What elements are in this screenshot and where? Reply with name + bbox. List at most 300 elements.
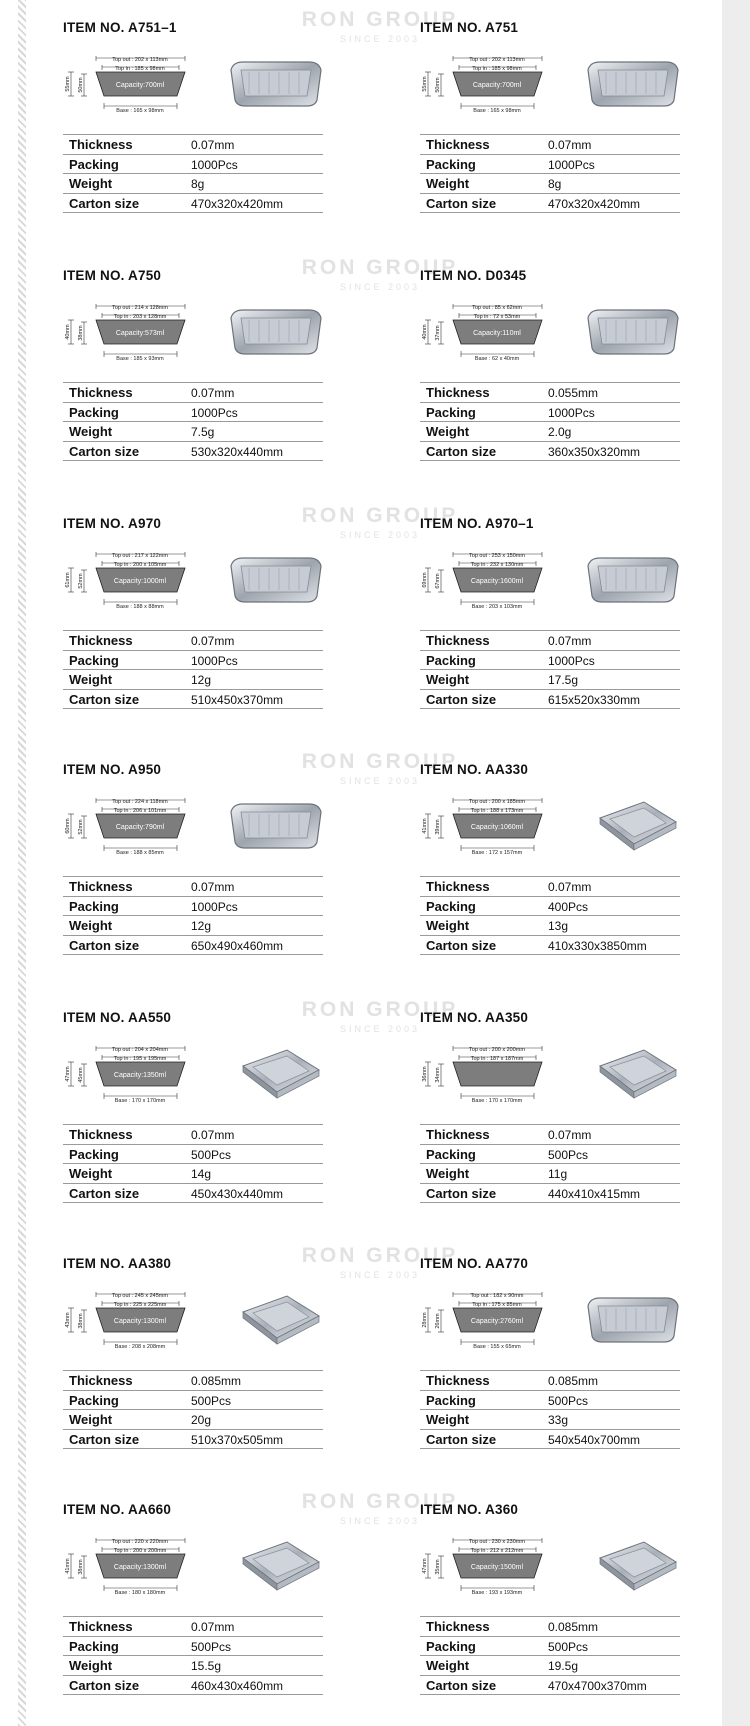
spec-key: Thickness (69, 1619, 133, 1634)
spec-row-weight (63, 670, 323, 690)
watermark-since: SINCE 2003 (339, 1270, 421, 1280)
watermark-since: SINCE 2003 (339, 530, 421, 540)
outer-height-label: 28mm (422, 1312, 428, 1328)
outer-height-label: 36mm (422, 1066, 428, 1082)
spec-row-packing (420, 897, 680, 917)
watermark-since: SINCE 2003 (339, 1516, 421, 1526)
spec-key: Thickness (426, 385, 490, 400)
dimension-diagram (420, 552, 550, 608)
spec-key: Thickness (426, 137, 490, 152)
base-label: Base : 165 x 98mm (473, 108, 521, 112)
capacity-label: Capacity:110ml (473, 330, 521, 337)
spec-key: Packing (426, 404, 476, 420)
spec-row-thickness (63, 1617, 323, 1637)
product-image (582, 1540, 682, 1592)
spec-row-carton-size (63, 1676, 323, 1696)
watermark-since: SINCE 2003 (339, 282, 421, 292)
top-out-label: Top out : 200 x 200mm (469, 1047, 525, 1053)
foil-tray-photo (582, 1294, 682, 1346)
outer-height-label: 40mm (65, 324, 71, 340)
spec-row-thickness (63, 1371, 323, 1391)
spec-value: 410x330x3850mm (548, 938, 647, 953)
spec-row-carton-size (63, 442, 323, 462)
watermark-brand: RON GROUP (301, 1490, 459, 1513)
spec-value: 14g (191, 1167, 212, 1181)
inner-height-label: 35mm (435, 1559, 441, 1575)
product-image (225, 554, 325, 606)
spec-value: 1000Pcs (191, 653, 238, 668)
spec-value: 500Pcs (548, 1147, 589, 1162)
spec-key: Thickness (426, 879, 490, 894)
item-number-title: ITEM NO. A970–1 (420, 516, 534, 531)
item-number-title: ITEM NO. A750 (63, 268, 162, 283)
spec-row-weight (420, 1164, 680, 1184)
spec-row-packing (63, 651, 323, 671)
spec-table (63, 382, 323, 461)
product-card (420, 1502, 685, 1717)
spec-row-thickness (420, 135, 680, 155)
dimension-diagram (63, 1538, 193, 1594)
outer-height-label: 47mm (422, 1558, 428, 1574)
product-card (63, 268, 328, 483)
foil-tray-photo (582, 800, 682, 852)
base-label: Base : 208 x 208mm (114, 1344, 166, 1348)
inner-height-label: 26mm (435, 1313, 441, 1329)
spec-table (420, 630, 680, 709)
spec-row-thickness (420, 1125, 680, 1145)
dimension-diagram (420, 1292, 550, 1348)
outer-height-label: 40mm (422, 324, 428, 340)
capacity-label: Capacity:1300ml (113, 1318, 167, 1325)
spec-value: 0.07mm (548, 138, 592, 152)
spec-row-weight (63, 174, 323, 194)
inner-height-label: 38mm (78, 1559, 84, 1575)
spec-value: 500Pcs (191, 1639, 232, 1654)
outer-height-label: 47mm (65, 1066, 71, 1082)
product-image (582, 306, 682, 358)
top-out-label: Top out : 253 x 150mm (469, 553, 525, 559)
spec-value: 400Pcs (548, 899, 589, 914)
spec-row-weight (420, 1656, 680, 1676)
spec-row-thickness (420, 383, 680, 403)
spec-value: 33g (548, 1413, 569, 1427)
spec-key: Carton size (426, 691, 497, 707)
spec-row-carton-size (420, 1676, 680, 1696)
outer-height-label: 60mm (65, 818, 71, 834)
spec-table (63, 1370, 323, 1449)
spec-table (63, 876, 323, 955)
spec-value: 19.5g (548, 1659, 579, 1673)
outer-height-label: 69mm (422, 572, 428, 588)
top-out-label: Top out : 202 x 113mm (469, 57, 525, 63)
spec-key: Packing (69, 1638, 119, 1654)
spec-key: Weight (69, 1412, 113, 1427)
watermark-brand: RON GROUP (301, 1244, 459, 1267)
dimension-diagram-wrapper (420, 1538, 550, 1594)
dimension-diagram (63, 304, 193, 360)
inner-height-label: 37mm (435, 325, 441, 341)
spec-value: 17.5g (548, 673, 579, 687)
spec-value: 0.07mm (191, 138, 235, 152)
spec-value: 510x450x370mm (191, 692, 284, 707)
spec-table (63, 630, 323, 709)
spec-key: Packing (69, 898, 119, 914)
product-card (63, 1502, 328, 1717)
spec-key: Carton size (69, 691, 140, 707)
item-number-title: ITEM NO. A751 (420, 20, 519, 35)
spec-row-carton-size (420, 442, 680, 462)
product-card (420, 1010, 685, 1225)
top-out-label: Top out : 217 x 122mm (112, 553, 168, 559)
spec-key: Weight (426, 424, 470, 439)
capacity-label: Capacity:1300ml (113, 1564, 167, 1571)
inner-height-label: 39mm (435, 819, 441, 835)
spec-row-carton-size (420, 194, 680, 214)
spec-row-carton-size (420, 936, 680, 956)
dimension-diagram (63, 798, 193, 854)
product-card (420, 1256, 685, 1471)
watermark-brand: RON GROUP (301, 998, 459, 1021)
spec-key: Thickness (69, 879, 133, 894)
spec-value: 450x430x440mm (191, 1186, 284, 1201)
dimension-diagram-wrapper (420, 798, 550, 854)
dimension-diagram (63, 552, 193, 608)
inner-height-label: 52mm (78, 573, 84, 589)
top-in-label: Top in : 188 x 173mm (470, 808, 524, 814)
foil-tray-photo (225, 1048, 325, 1100)
spec-row-carton-size (63, 194, 323, 214)
spec-value: 0.085mm (548, 1374, 599, 1388)
spec-table (420, 134, 680, 213)
top-out-label: Top out : 85 x 62mm (472, 305, 522, 311)
outer-height-label: 41mm (65, 1558, 71, 1574)
tray-cross-section (453, 1062, 542, 1086)
spec-value: 530x320x440mm (191, 444, 284, 459)
spec-key: Packing (426, 1638, 476, 1654)
spec-key: Packing (426, 652, 476, 668)
spec-key: Carton size (426, 1185, 497, 1201)
top-out-label: Top out : 224 x 118mm (112, 799, 168, 805)
watermark-brand: RON GROUP (301, 8, 459, 31)
spec-value: 500Pcs (191, 1393, 232, 1408)
base-label: Base : 170 x 170mm (471, 1098, 523, 1102)
foil-tray-photo (582, 554, 682, 606)
spec-table (420, 382, 680, 461)
spec-value: 0.07mm (191, 634, 235, 648)
spec-value: 0.07mm (191, 1128, 235, 1142)
top-in-label: Top in : 206 x 101mm (113, 808, 167, 814)
top-in-label: Top in : 232 x 130mm (470, 562, 524, 568)
top-in-label: Top in : 185 x 98mm (115, 66, 165, 72)
product-card (420, 762, 685, 977)
top-in-label: Top in : 175 x 85mm (472, 1302, 522, 1308)
base-label: Base : 62 x 40mm (474, 356, 520, 360)
spec-key: Weight (69, 424, 113, 439)
spec-key: Thickness (69, 385, 133, 400)
capacity-label: Capacity:1600ml (470, 578, 524, 585)
spec-key: Weight (426, 1166, 470, 1181)
foil-tray-photo (582, 1540, 682, 1592)
top-out-label: Top out : 245 x 245mm (112, 1293, 168, 1299)
base-label: Base : 170 x 170mm (114, 1098, 166, 1102)
spec-row-thickness (63, 631, 323, 651)
spec-row-thickness (420, 877, 680, 897)
product-image (582, 800, 682, 852)
spec-key: Packing (426, 1146, 476, 1162)
dimension-diagram (63, 56, 193, 112)
dimension-diagram (420, 304, 550, 360)
spec-value: 2.0g (548, 425, 572, 439)
base-label: Base : 188 x 85mm (116, 850, 164, 854)
spec-value: 15.5g (191, 1659, 222, 1673)
spec-row-packing (63, 1637, 323, 1657)
foil-tray-photo (225, 1540, 325, 1592)
spec-row-weight (420, 422, 680, 442)
spec-key: Carton size (426, 1677, 497, 1693)
dimension-diagram-wrapper (63, 552, 193, 608)
spec-value: 500Pcs (191, 1147, 232, 1162)
spec-row-weight (420, 174, 680, 194)
spec-key: Thickness (426, 1127, 490, 1142)
spec-key: Weight (69, 1658, 113, 1673)
spec-row-weight (63, 1656, 323, 1676)
top-in-label: Top in : 195 x 195mm (113, 1056, 167, 1062)
spec-row-packing (63, 155, 323, 175)
spec-row-packing (63, 897, 323, 917)
item-number-title: ITEM NO. AA380 (63, 1256, 172, 1271)
spec-key: Packing (69, 404, 119, 420)
capacity-label: Capacity:1500ml (470, 1564, 524, 1571)
top-in-label: Top in : 72 x 53mm (473, 314, 521, 320)
spec-row-carton-size (420, 1430, 680, 1450)
left-decorative-stripe (18, 0, 26, 1726)
product-card (420, 20, 685, 235)
dimension-diagram (420, 1046, 550, 1102)
inner-height-label: 38mm (78, 325, 84, 341)
spec-key: Weight (426, 918, 470, 933)
watermark-since: SINCE 2003 (339, 1024, 421, 1034)
watermark-since: SINCE 2003 (339, 776, 421, 786)
spec-key: Weight (69, 672, 113, 687)
top-out-label: Top out : 204 x 204mm (112, 1047, 168, 1053)
product-card (63, 1010, 328, 1225)
spec-key: Thickness (69, 1127, 133, 1142)
item-number-title: ITEM NO. A950 (63, 762, 162, 777)
spec-key: Weight (426, 1658, 470, 1673)
spec-value: 0.085mm (191, 1374, 242, 1388)
item-number-title: ITEM NO. A751–1 (63, 20, 177, 35)
product-image (582, 58, 682, 110)
spec-key: Weight (426, 672, 470, 687)
spec-row-weight (63, 916, 323, 936)
spec-value: 1000Pcs (548, 653, 595, 668)
spec-value: 1000Pcs (191, 157, 238, 172)
item-number-title: ITEM NO. AA330 (420, 762, 529, 777)
item-number-title: ITEM NO. A360 (420, 1502, 519, 1517)
spec-value: 470x4700x370mm (548, 1678, 647, 1693)
top-in-label: Top in : 200 x 200mm (113, 1548, 167, 1554)
spec-key: Thickness (426, 1619, 490, 1634)
item-number-title: ITEM NO. AA770 (420, 1256, 529, 1271)
dimension-diagram (420, 56, 550, 112)
foil-tray-photo (225, 58, 325, 110)
spec-row-thickness (420, 1617, 680, 1637)
spec-value: 7.5g (191, 425, 215, 439)
product-image (225, 1540, 325, 1592)
watermark-since: SINCE 2003 (339, 34, 421, 44)
spec-key: Carton size (426, 1431, 497, 1447)
spec-key: Weight (69, 1166, 113, 1181)
spec-value: 12g (191, 919, 212, 933)
dimension-diagram-wrapper (63, 304, 193, 360)
inner-height-label: 45mm (78, 1067, 84, 1083)
spec-row-packing (420, 651, 680, 671)
spec-value: 13g (548, 919, 569, 933)
spec-key: Packing (69, 652, 119, 668)
outer-height-label: 55mm (422, 76, 428, 92)
item-number-title: ITEM NO. AA550 (63, 1010, 172, 1025)
product-image (225, 58, 325, 110)
inner-height-label: 67mm (435, 573, 441, 589)
spec-key: Carton size (426, 443, 497, 459)
spec-key: Carton size (426, 937, 497, 953)
dimension-diagram-wrapper (420, 56, 550, 112)
foil-tray-photo (582, 1048, 682, 1100)
spec-table (420, 876, 680, 955)
top-in-label: Top in : 203 x 128mm (113, 314, 167, 320)
product-card (420, 268, 685, 483)
capacity-label: Capacity:790ml (115, 824, 165, 831)
base-label: Base : 165 x 98mm (116, 108, 164, 112)
base-label: Base : 185 x 93mm (116, 356, 164, 360)
watermark-brand: RON GROUP (301, 750, 459, 773)
foil-tray-photo (225, 1294, 325, 1346)
spec-value: 500Pcs (548, 1639, 589, 1654)
spec-key: Packing (69, 1146, 119, 1162)
spec-value: 8g (548, 177, 562, 191)
spec-value: 0.085mm (548, 1620, 599, 1634)
spec-key: Packing (426, 1392, 476, 1408)
capacity-label: Capacity:1060ml (470, 824, 524, 831)
watermark-brand: RON GROUP (301, 256, 459, 279)
spec-value: 360x350x320mm (548, 444, 641, 459)
dimension-diagram-wrapper (63, 56, 193, 112)
spec-key: Thickness (426, 633, 490, 648)
watermark-brand: RON GROUP (301, 504, 459, 527)
base-label: Base : 188 x 88mm (116, 604, 164, 608)
dimension-diagram-wrapper (420, 552, 550, 608)
spec-value: 0.07mm (548, 880, 592, 894)
spec-value: 540x540x700mm (548, 1432, 641, 1447)
top-out-label: Top out : 182 x 90mm (470, 1293, 524, 1299)
capacity-label: Capacity:700ml (472, 82, 522, 89)
base-label: Base : 180 x 180mm (114, 1590, 166, 1594)
spec-row-packing (420, 403, 680, 423)
spec-value: 1000Pcs (548, 157, 595, 172)
spec-key: Packing (426, 898, 476, 914)
dimension-diagram-wrapper (420, 1046, 550, 1102)
dimension-diagram (63, 1046, 193, 1102)
spec-value: 615x520x330mm (548, 692, 641, 707)
right-margin-band (722, 0, 750, 1726)
spec-row-weight (420, 916, 680, 936)
product-image (225, 800, 325, 852)
spec-row-thickness (63, 383, 323, 403)
outer-height-label: 41mm (422, 818, 428, 834)
spec-row-packing (420, 1145, 680, 1165)
foil-tray-photo (225, 306, 325, 358)
spec-value: 0.07mm (548, 634, 592, 648)
spec-row-thickness (420, 631, 680, 651)
top-in-label: Top in : 187 x 187mm (470, 1056, 524, 1062)
spec-table (63, 134, 323, 213)
spec-value: 1000Pcs (548, 405, 595, 420)
spec-row-thickness (420, 1371, 680, 1391)
dimension-diagram-wrapper (63, 1538, 193, 1594)
spec-table (420, 1370, 680, 1449)
spec-row-packing (63, 1391, 323, 1411)
spec-key: Carton size (426, 195, 497, 211)
dimension-diagram (420, 798, 550, 854)
top-out-label: Top out : 220 x 220mm (112, 1539, 168, 1545)
spec-value: 470x320x420mm (191, 196, 284, 211)
spec-value: 440x410x415mm (548, 1186, 641, 1201)
spec-table (420, 1616, 680, 1695)
top-in-label: Top in : 200 x 105mm (113, 562, 167, 568)
product-image (582, 554, 682, 606)
base-label: Base : 155 x 65mm (473, 1344, 521, 1348)
spec-value: 460x430x460mm (191, 1678, 284, 1693)
inner-height-label: 38mm (78, 1313, 84, 1329)
item-number-title: ITEM NO. AA350 (420, 1010, 529, 1025)
spec-table (63, 1616, 323, 1695)
spec-row-packing (63, 1145, 323, 1165)
product-image (582, 1294, 682, 1346)
spec-row-weight (420, 1410, 680, 1430)
spec-row-thickness (63, 877, 323, 897)
spec-row-packing (420, 155, 680, 175)
spec-key: Packing (426, 156, 476, 172)
spec-key: Thickness (69, 137, 133, 152)
foil-tray-photo (582, 58, 682, 110)
spec-row-carton-size (63, 1184, 323, 1204)
base-label: Base : 193 x 193mm (471, 1590, 523, 1594)
dimension-diagram-wrapper (63, 798, 193, 854)
spec-value: 8g (191, 177, 205, 191)
base-label: Base : 172 x 157mm (471, 850, 523, 854)
spec-row-packing (420, 1637, 680, 1657)
foil-tray-photo (225, 554, 325, 606)
item-number-title: ITEM NO. AA660 (63, 1502, 172, 1517)
product-image (225, 306, 325, 358)
base-label: Base : 203 x 103mm (471, 604, 523, 608)
foil-tray-photo (582, 306, 682, 358)
spec-value: 0.055mm (548, 386, 599, 400)
spec-value: 1000Pcs (191, 405, 238, 420)
spec-key: Packing (69, 1392, 119, 1408)
inner-height-label: 50mm (78, 77, 84, 93)
spec-value: 0.07mm (548, 1128, 592, 1142)
spec-value: 20g (191, 1413, 212, 1427)
top-out-label: Top out : 202 x 113mm (112, 57, 168, 63)
spec-key: Weight (69, 176, 113, 191)
dimension-diagram (420, 1538, 550, 1594)
spec-value: 11g (548, 1167, 568, 1181)
top-in-label: Top in : 212 x 212mm (470, 1548, 524, 1554)
inner-height-label: 34mm (435, 1067, 441, 1083)
capacity-label: Capacity:1350ml (113, 1072, 167, 1079)
spec-value: 1000Pcs (191, 899, 238, 914)
